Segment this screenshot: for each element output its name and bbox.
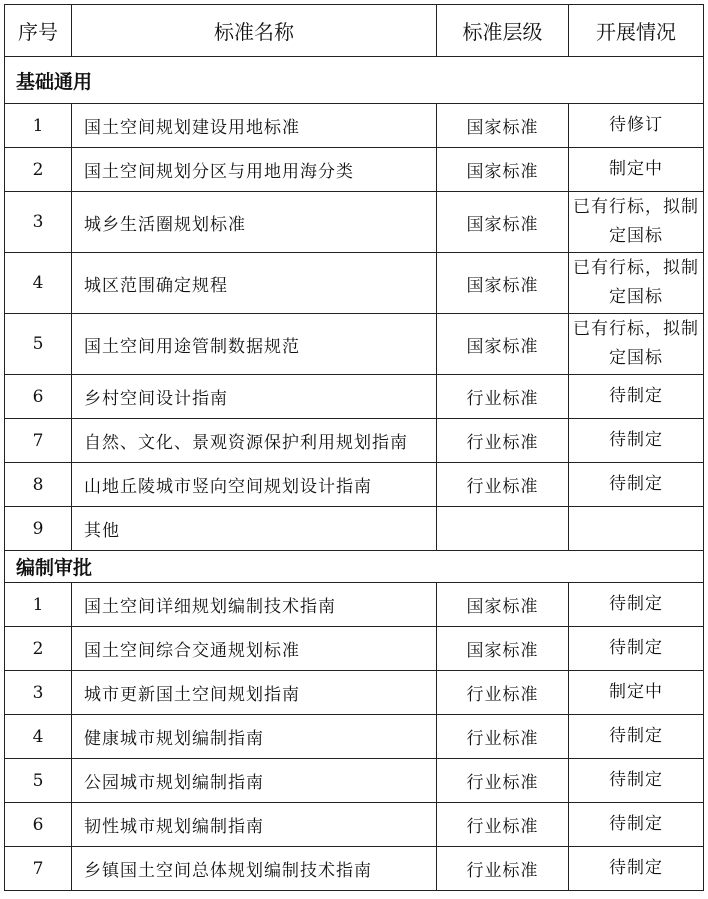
section-title: 编制审批	[5, 551, 704, 583]
section-row	[5, 57, 704, 104]
standard-status: 待制定	[569, 715, 704, 759]
standard-status: 待制定	[569, 627, 704, 671]
standard-name: 国土空间规划分区与用地用海分类	[72, 148, 437, 192]
standard-level: 国家标准	[437, 627, 569, 671]
standard-level: 国家标准	[437, 104, 569, 148]
standard-name: 乡村空间设计指南	[72, 375, 437, 419]
standard-status: 制定中	[569, 671, 704, 715]
row-number: 4	[5, 253, 72, 314]
standard-name: 国土空间综合交通规划标准	[72, 627, 437, 671]
table-row	[5, 671, 704, 715]
section-row	[5, 551, 704, 583]
row-number: 1	[5, 104, 72, 148]
standard-status: 待修订	[569, 104, 704, 148]
row-number: 5	[5, 314, 72, 375]
standard-name: 自然、文化、景观资源保护利用规划指南	[72, 419, 437, 463]
standard-level: 行业标准	[437, 671, 569, 715]
row-number: 2	[5, 148, 72, 192]
row-number: 6	[5, 375, 72, 419]
standard-level: 国家标准	[437, 253, 569, 314]
standard-level: 行业标准	[437, 803, 569, 847]
table-row	[5, 803, 704, 847]
row-number: 2	[5, 627, 72, 671]
standard-level: 国家标准	[437, 314, 569, 375]
row-number: 7	[5, 847, 72, 891]
standard-name: 公园城市规划编制指南	[72, 759, 437, 803]
standard-status: 待制定	[569, 419, 704, 463]
standard-level: 国家标准	[437, 192, 569, 253]
table-row	[5, 627, 704, 671]
row-number: 9	[5, 507, 72, 551]
standard-level: 国家标准	[437, 583, 569, 627]
row-number: 8	[5, 463, 72, 507]
standard-status	[569, 507, 704, 551]
row-number: 5	[5, 759, 72, 803]
row-number: 7	[5, 419, 72, 463]
standard-name: 韧性城市规划编制指南	[72, 803, 437, 847]
standard-level	[437, 507, 569, 551]
table-row	[5, 715, 704, 759]
standard-level: 行业标准	[437, 463, 569, 507]
standard-name: 健康城市规划编制指南	[72, 715, 437, 759]
standard-status: 待制定	[569, 583, 704, 627]
table-row	[5, 148, 704, 192]
table-row	[5, 375, 704, 419]
table-row	[5, 314, 704, 375]
table-row	[5, 253, 704, 314]
row-number: 3	[5, 192, 72, 253]
table-row	[5, 759, 704, 803]
header-name: 标准名称	[72, 5, 437, 57]
table-row	[5, 847, 704, 891]
standard-name: 国土空间用途管制数据规范	[72, 314, 437, 375]
table-header-row	[5, 5, 704, 57]
standard-level: 行业标准	[437, 419, 569, 463]
standard-status: 待制定	[569, 847, 704, 891]
standard-level: 行业标准	[437, 759, 569, 803]
row-number: 3	[5, 671, 72, 715]
standard-status: 已有行标，拟制定国标	[569, 192, 704, 253]
standard-status: 待制定	[569, 375, 704, 419]
table-row	[5, 463, 704, 507]
standard-name: 城市更新国土空间规划指南	[72, 671, 437, 715]
standard-name: 国土空间规划建设用地标准	[72, 104, 437, 148]
standard-status: 已有行标，拟制定国标	[569, 253, 704, 314]
standard-level: 国家标准	[437, 148, 569, 192]
header-index: 序号	[5, 5, 72, 57]
standard-status: 待制定	[569, 463, 704, 507]
standard-name: 国土空间详细规划编制技术指南	[72, 583, 437, 627]
table-row	[5, 192, 704, 253]
table-row	[5, 104, 704, 148]
standard-status: 待制定	[569, 803, 704, 847]
standard-name: 城乡生活圈规划标准	[72, 192, 437, 253]
header-level: 标准层级	[437, 5, 569, 57]
standard-level: 行业标准	[437, 847, 569, 891]
standard-name: 城区范围确定规程	[72, 253, 437, 314]
table-row	[5, 507, 704, 551]
standard-status: 已有行标，拟制定国标	[569, 314, 704, 375]
standard-status: 制定中	[569, 148, 704, 192]
standard-name: 乡镇国土空间总体规划编制技术指南	[72, 847, 437, 891]
standard-name: 山地丘陵城市竖向空间规划设计指南	[72, 463, 437, 507]
standard-level: 行业标准	[437, 715, 569, 759]
table-row	[5, 583, 704, 627]
section-title: 基础通用	[5, 57, 704, 104]
standard-status: 待制定	[569, 759, 704, 803]
header-status: 开展情况	[569, 5, 704, 57]
table-row	[5, 419, 704, 463]
row-number: 6	[5, 803, 72, 847]
standards-table	[4, 4, 704, 891]
row-number: 4	[5, 715, 72, 759]
row-number: 1	[5, 583, 72, 627]
standard-level: 行业标准	[437, 375, 569, 419]
standard-name: 其他	[72, 507, 437, 551]
